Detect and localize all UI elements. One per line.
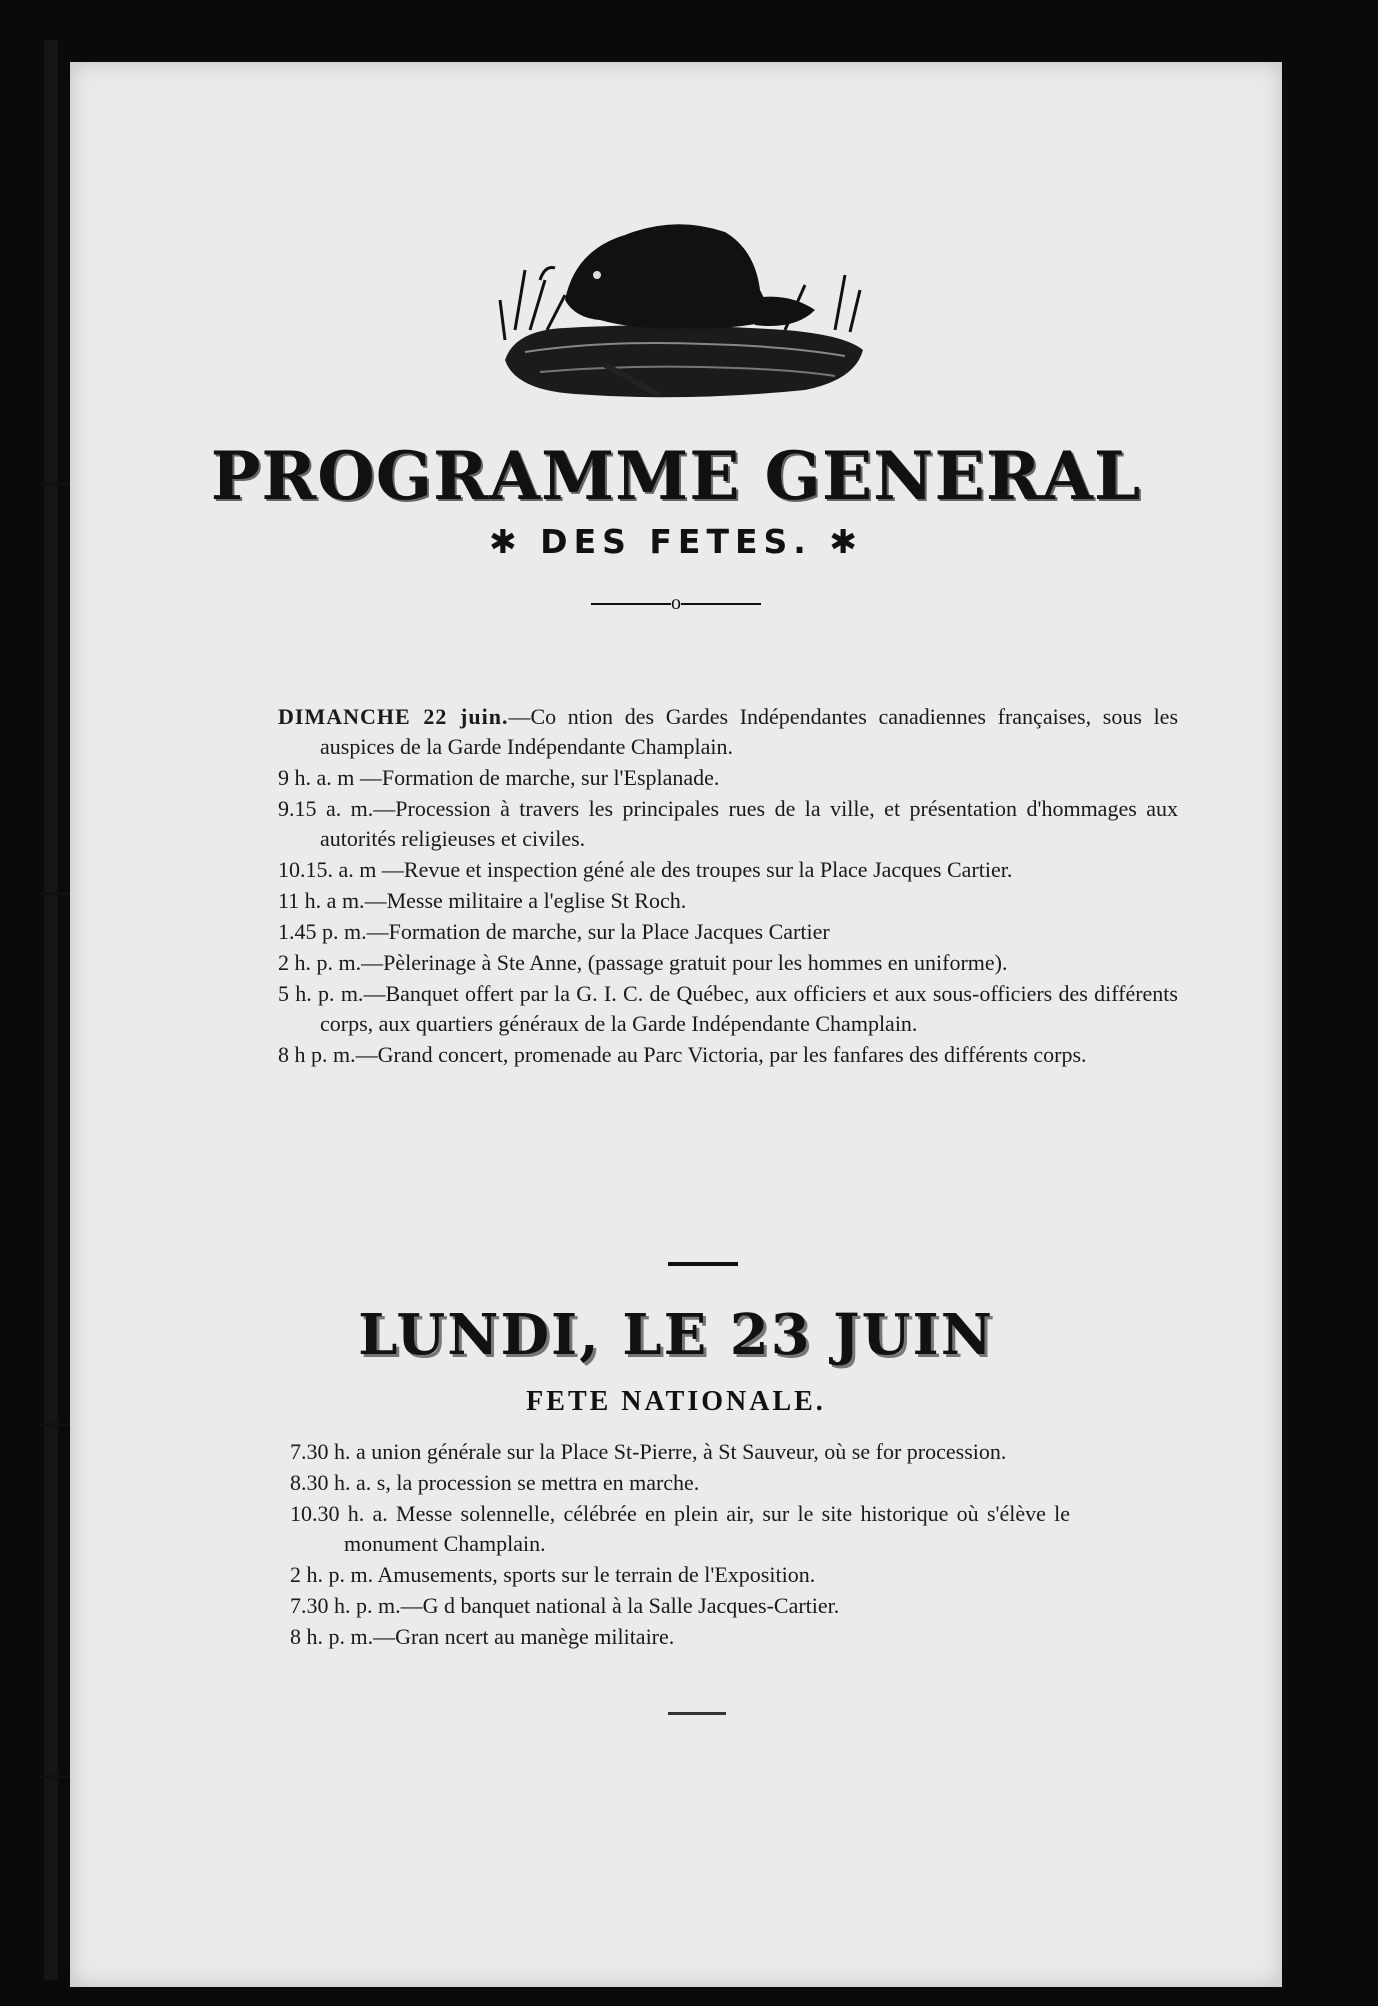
entry-time: 8.30 h. a.: [290, 1470, 372, 1495]
entry-time: 10.30 h. a.: [290, 1501, 388, 1526]
schedule-entry: [278, 886, 1178, 916]
schedule-entry: [290, 1591, 1070, 1621]
entry-time: 5 h. p. m.: [278, 981, 364, 1006]
ornament-rule: [681, 603, 761, 605]
binding-spine: [44, 40, 58, 1980]
schedule-entry: [278, 702, 1178, 762]
schedule-entry: [278, 1040, 1178, 1070]
schedule-entry: [290, 1437, 1070, 1467]
section-ornament: [70, 592, 1282, 615]
entry-time: 1.45 p. m.: [278, 919, 367, 944]
entry-text: —Pèlerinage à Ste Anne, (passage gratuit pour les hommes en uniforme).: [361, 950, 1008, 975]
entry-text: Messe solennelle, célébrée en plein air, sur le site historique où s'élève le monument Champlain.: [344, 1501, 1071, 1556]
section-divider: [668, 1262, 738, 1266]
entry-time: 8 h p. m.: [278, 1042, 356, 1067]
entry-text: —Formation de marche, sur l'Esplanade.: [359, 765, 720, 790]
entry-text: —Procession à travers les principales rues de la ville, et présentation d'hommages aux autorités religieuses et civiles.: [320, 796, 1178, 851]
schedule-entry: [278, 917, 1178, 947]
schedule-entry: [290, 1622, 1070, 1652]
entry-text: —G d banquet national à la Salle Jacques-Cartier.: [400, 1593, 840, 1618]
programme-subtitle: ✱ DES FETES. ✱: [489, 522, 863, 561]
entry-text: union générale sur la Place St-Pierre, à St Sauveur, où se for procession.: [365, 1439, 1007, 1464]
entry-time: 2 h. p. m.: [278, 950, 362, 975]
schedule-entry: [278, 794, 1178, 854]
monday-subtitle: FETE NATIONALE.: [526, 1386, 826, 1417]
schedule-entry: [278, 948, 1178, 978]
monday-schedule: [290, 1437, 1070, 1653]
entry-time: 11 h. a m.: [278, 888, 365, 913]
section-divider: [668, 1712, 726, 1715]
entry-time: 8 h. p. m.: [290, 1624, 374, 1649]
entry-time: 7.30 h. a: [290, 1439, 366, 1464]
ornament-circle: o: [671, 592, 681, 614]
entry-text: —Formation de marche, sur la Place Jacques Cartier: [366, 919, 830, 944]
entry-text: —Revue et inspection géné ale des troupes sur la Place Jacques Cartier.: [381, 857, 1013, 882]
schedule-entry: [290, 1499, 1070, 1559]
entry-text: —Messe militaire a l'eglise St Roch.: [364, 888, 687, 913]
document-page: [70, 62, 1282, 1987]
entry-time: 9.15 a. m.: [278, 796, 374, 821]
entry-text: —Grand concert, promenade au Parc Victoria, par les fanfares des différents corps.: [355, 1042, 1087, 1067]
beaver-emblem: [485, 180, 875, 405]
entry-text: —Banquet offert par la G. I. C. de Québec, aux officiers et aux sous-officiers des différents corps, aux quartiers généraux de la Garde Indépendante Champlain.: [320, 981, 1178, 1036]
entry-time: 2 h. p. m.: [290, 1562, 374, 1587]
programme-title: PROGRAMME GENERAL: [210, 437, 1142, 515]
schedule-entry: [290, 1560, 1070, 1590]
schedule-entry: [290, 1468, 1070, 1498]
entry-time: 9 h. a. m: [278, 765, 355, 790]
entry-text: —Gran ncert au manège militaire.: [373, 1624, 675, 1649]
sunday-schedule: [278, 702, 1178, 1071]
monday-title: LUNDI, LE 23 JUIN: [358, 1302, 994, 1368]
entry-time: DIMANCHE 22 juin.: [278, 704, 509, 729]
schedule-entry: [278, 763, 1178, 793]
ornament-rule: [591, 603, 671, 605]
entry-time: 10.15. a. m: [278, 857, 377, 882]
entry-text: —Co ntion des Gardes Indépendantes canadiennes françaises, sous les auspices de la Garde Indépendante Champlain.: [320, 704, 1179, 759]
entry-time: 7.30 h. p. m.: [290, 1593, 401, 1618]
schedule-entry: [278, 855, 1178, 885]
entry-text: Amusements, sports sur le terrain de l'Exposition.: [377, 1562, 816, 1587]
schedule-entry: [278, 979, 1178, 1039]
entry-text: s, la procession se mettra en marche.: [371, 1470, 700, 1495]
